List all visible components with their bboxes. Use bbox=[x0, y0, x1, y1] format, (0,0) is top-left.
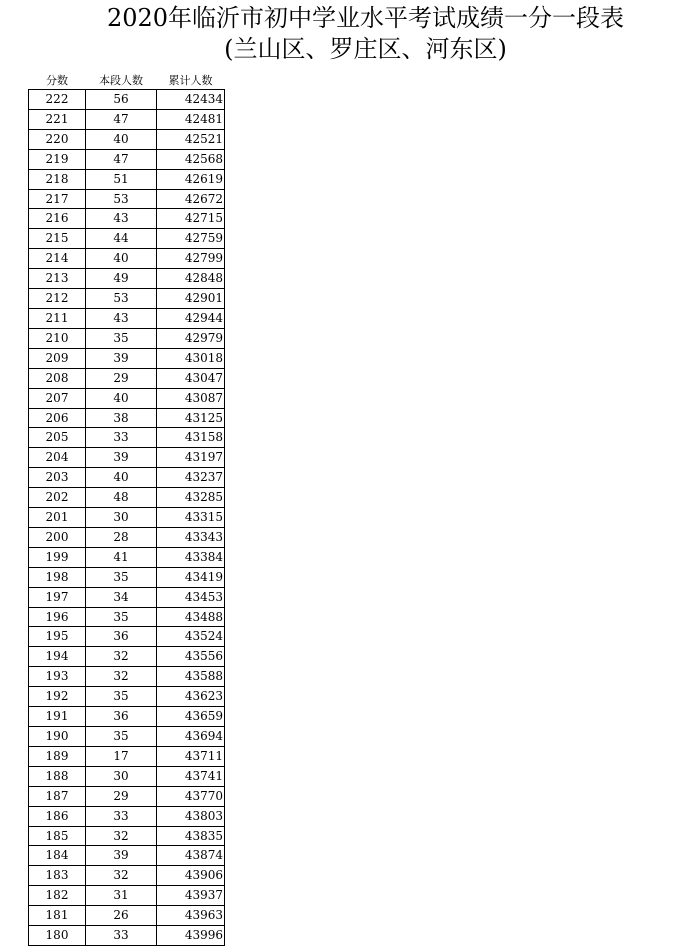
segment-count-cell: 30 bbox=[86, 766, 157, 786]
score-cell: 209 bbox=[29, 348, 86, 368]
cumulative-count-cell: 43453 bbox=[157, 587, 225, 607]
score-cell: 216 bbox=[29, 209, 86, 229]
segment-count-cell: 31 bbox=[86, 886, 157, 906]
cumulative-count-cell: 43197 bbox=[157, 448, 225, 468]
table-row bbox=[29, 886, 225, 906]
cumulative-count-cell: 42944 bbox=[157, 308, 225, 328]
table-row bbox=[29, 906, 225, 926]
segment-count-cell: 29 bbox=[86, 786, 157, 806]
score-cell: 219 bbox=[29, 149, 86, 169]
table-row bbox=[29, 308, 225, 328]
table-row bbox=[29, 348, 225, 368]
segment-count-cell: 39 bbox=[86, 846, 157, 866]
column-header-score: 分数 bbox=[46, 74, 68, 87]
table-row bbox=[29, 149, 225, 169]
table-row bbox=[29, 468, 225, 488]
score-cell: 206 bbox=[29, 408, 86, 428]
cumulative-count-cell: 42759 bbox=[157, 229, 225, 249]
segment-count-cell: 40 bbox=[86, 129, 157, 149]
segment-count-cell: 30 bbox=[86, 508, 157, 528]
segment-count-cell: 48 bbox=[86, 488, 157, 508]
segment-count-cell: 35 bbox=[86, 328, 157, 348]
score-cell: 222 bbox=[29, 90, 86, 110]
segment-count-cell: 40 bbox=[86, 468, 157, 488]
table-row bbox=[29, 786, 225, 806]
segment-count-cell: 47 bbox=[86, 149, 157, 169]
cumulative-count-cell: 43803 bbox=[157, 806, 225, 826]
score-cell: 193 bbox=[29, 667, 86, 687]
cumulative-count-cell: 43285 bbox=[157, 488, 225, 508]
segment-count-cell: 39 bbox=[86, 348, 157, 368]
score-cell: 187 bbox=[29, 786, 86, 806]
table-row bbox=[29, 866, 225, 886]
cumulative-count-cell: 43874 bbox=[157, 846, 225, 866]
table-row bbox=[29, 129, 225, 149]
cumulative-count-cell: 43384 bbox=[157, 547, 225, 567]
score-cell: 211 bbox=[29, 308, 86, 328]
table-row bbox=[29, 627, 225, 647]
segment-count-cell: 33 bbox=[86, 926, 157, 946]
segment-count-cell: 32 bbox=[86, 647, 157, 667]
table-row bbox=[29, 289, 225, 309]
cumulative-count-cell: 43694 bbox=[157, 727, 225, 747]
score-cell: 214 bbox=[29, 249, 86, 269]
cumulative-count-cell: 43996 bbox=[157, 926, 225, 946]
table-header-row bbox=[29, 73, 225, 90]
score-cell: 204 bbox=[29, 448, 86, 468]
segment-count-cell: 47 bbox=[86, 109, 157, 129]
column-header-cumulative-count: 累计人数 bbox=[168, 74, 213, 87]
segment-count-cell: 51 bbox=[86, 169, 157, 189]
table-row bbox=[29, 707, 225, 727]
score-cell: 213 bbox=[29, 269, 86, 289]
table-row bbox=[29, 746, 225, 766]
cumulative-count-cell: 43770 bbox=[157, 786, 225, 806]
score-cell: 198 bbox=[29, 567, 86, 587]
score-cell: 196 bbox=[29, 607, 86, 627]
cumulative-count-cell: 42672 bbox=[157, 189, 225, 209]
cumulative-count-cell: 43158 bbox=[157, 428, 225, 448]
cumulative-count-cell: 42901 bbox=[157, 289, 225, 309]
table-row bbox=[29, 229, 225, 249]
segment-count-cell: 28 bbox=[86, 527, 157, 547]
segment-count-cell: 49 bbox=[86, 269, 157, 289]
segment-count-cell: 35 bbox=[86, 727, 157, 747]
segment-count-cell: 29 bbox=[86, 368, 157, 388]
cumulative-count-cell: 43556 bbox=[157, 647, 225, 667]
segment-count-cell: 40 bbox=[86, 249, 157, 269]
score-cell: 191 bbox=[29, 707, 86, 727]
score-cell: 182 bbox=[29, 886, 86, 906]
table-row bbox=[29, 766, 225, 786]
segment-count-cell: 36 bbox=[86, 627, 157, 647]
segment-count-cell: 43 bbox=[86, 209, 157, 229]
table-row bbox=[29, 209, 225, 229]
score-cell: 190 bbox=[29, 727, 86, 747]
cumulative-count-cell: 43524 bbox=[157, 627, 225, 647]
score-cell: 200 bbox=[29, 527, 86, 547]
table-row bbox=[29, 527, 225, 547]
cumulative-count-cell: 42481 bbox=[157, 109, 225, 129]
cumulative-count-cell: 43343 bbox=[157, 527, 225, 547]
segment-count-cell: 41 bbox=[86, 547, 157, 567]
score-cell: 194 bbox=[29, 647, 86, 667]
score-cell: 181 bbox=[29, 906, 86, 926]
score-cell: 189 bbox=[29, 746, 86, 766]
cumulative-count-cell: 43419 bbox=[157, 567, 225, 587]
cumulative-count-cell: 43047 bbox=[157, 368, 225, 388]
segment-count-cell: 36 bbox=[86, 707, 157, 727]
segment-count-cell: 32 bbox=[86, 826, 157, 846]
score-cell: 203 bbox=[29, 468, 86, 488]
segment-count-cell: 56 bbox=[86, 90, 157, 110]
score-cell: 218 bbox=[29, 169, 86, 189]
cumulative-count-cell: 42799 bbox=[157, 249, 225, 269]
segment-count-cell: 39 bbox=[86, 448, 157, 468]
cumulative-count-cell: 43488 bbox=[157, 607, 225, 627]
cumulative-count-cell: 43659 bbox=[157, 707, 225, 727]
segment-count-cell: 26 bbox=[86, 906, 157, 926]
segment-count-cell: 17 bbox=[86, 746, 157, 766]
segment-count-cell: 43 bbox=[86, 308, 157, 328]
table-row bbox=[29, 488, 225, 508]
score-cell: 199 bbox=[29, 547, 86, 567]
table-row bbox=[29, 189, 225, 209]
cumulative-count-cell: 42715 bbox=[157, 209, 225, 229]
table-row bbox=[29, 926, 225, 946]
table-row bbox=[29, 587, 225, 607]
score-cell: 192 bbox=[29, 687, 86, 707]
table-row bbox=[29, 667, 225, 687]
cumulative-count-cell: 43315 bbox=[157, 508, 225, 528]
cumulative-count-cell: 43937 bbox=[157, 886, 225, 906]
score-table-container bbox=[28, 73, 225, 946]
segment-count-cell: 35 bbox=[86, 607, 157, 627]
table-row bbox=[29, 508, 225, 528]
cumulative-count-cell: 42848 bbox=[157, 269, 225, 289]
cumulative-count-cell: 43237 bbox=[157, 468, 225, 488]
column-header-segment-count: 本段人数 bbox=[99, 74, 143, 87]
cumulative-count-cell: 43963 bbox=[157, 906, 225, 926]
score-cell: 207 bbox=[29, 388, 86, 408]
table-row bbox=[29, 408, 225, 428]
table-body bbox=[29, 90, 225, 946]
table-row bbox=[29, 727, 225, 747]
segment-count-cell: 32 bbox=[86, 866, 157, 886]
page-subtitle: (兰山区、罗庄区、河东区) bbox=[224, 35, 507, 63]
cumulative-count-cell: 43087 bbox=[157, 388, 225, 408]
segment-count-cell: 35 bbox=[86, 687, 157, 707]
table-row bbox=[29, 567, 225, 587]
score-cell: 186 bbox=[29, 806, 86, 826]
table-row bbox=[29, 169, 225, 189]
cumulative-count-cell: 43711 bbox=[157, 746, 225, 766]
score-cell: 215 bbox=[29, 229, 86, 249]
score-cell: 185 bbox=[29, 826, 86, 846]
table-row bbox=[29, 687, 225, 707]
table-row bbox=[29, 249, 225, 269]
table-row bbox=[29, 328, 225, 348]
cumulative-count-cell: 43125 bbox=[157, 408, 225, 428]
table-row bbox=[29, 547, 225, 567]
table-row bbox=[29, 647, 225, 667]
cumulative-count-cell: 43018 bbox=[157, 348, 225, 368]
table-row bbox=[29, 448, 225, 468]
cumulative-count-cell: 42521 bbox=[157, 129, 225, 149]
segment-count-cell: 38 bbox=[86, 408, 157, 428]
segment-count-cell: 33 bbox=[86, 806, 157, 826]
segment-count-cell: 34 bbox=[86, 587, 157, 607]
segment-count-cell: 40 bbox=[86, 388, 157, 408]
table-row bbox=[29, 846, 225, 866]
score-cell: 220 bbox=[29, 129, 86, 149]
table-row bbox=[29, 428, 225, 448]
score-cell: 197 bbox=[29, 587, 86, 607]
score-cell: 221 bbox=[29, 109, 86, 129]
cumulative-count-cell: 43906 bbox=[157, 866, 225, 886]
cumulative-count-cell: 42619 bbox=[157, 169, 225, 189]
score-cell: 208 bbox=[29, 368, 86, 388]
score-cell: 183 bbox=[29, 866, 86, 886]
segment-count-cell: 44 bbox=[86, 229, 157, 249]
table-row bbox=[29, 826, 225, 846]
cumulative-count-cell: 43623 bbox=[157, 687, 225, 707]
score-cell: 180 bbox=[29, 926, 86, 946]
table-row bbox=[29, 368, 225, 388]
score-cell: 184 bbox=[29, 846, 86, 866]
cumulative-count-cell: 43835 bbox=[157, 826, 225, 846]
segment-count-cell: 53 bbox=[86, 289, 157, 309]
segment-count-cell: 53 bbox=[86, 189, 157, 209]
score-distribution-table bbox=[28, 73, 225, 946]
table-row bbox=[29, 607, 225, 627]
table-row bbox=[29, 806, 225, 826]
table-row bbox=[29, 90, 225, 110]
cumulative-count-cell: 42434 bbox=[157, 90, 225, 110]
segment-count-cell: 32 bbox=[86, 667, 157, 687]
page-title: 2020年临沂市初中学业水平考试成绩一分一段表 bbox=[106, 4, 625, 32]
score-cell: 202 bbox=[29, 488, 86, 508]
cumulative-count-cell: 43741 bbox=[157, 766, 225, 786]
segment-count-cell: 35 bbox=[86, 567, 157, 587]
table-row bbox=[29, 269, 225, 289]
score-cell: 210 bbox=[29, 328, 86, 348]
table-row bbox=[29, 109, 225, 129]
table-row bbox=[29, 388, 225, 408]
cumulative-count-cell: 43588 bbox=[157, 667, 225, 687]
score-cell: 212 bbox=[29, 289, 86, 309]
cumulative-count-cell: 42568 bbox=[157, 149, 225, 169]
score-cell: 217 bbox=[29, 189, 86, 209]
segment-count-cell: 33 bbox=[86, 428, 157, 448]
score-cell: 188 bbox=[29, 766, 86, 786]
cumulative-count-cell: 42979 bbox=[157, 328, 225, 348]
score-cell: 205 bbox=[29, 428, 86, 448]
score-cell: 201 bbox=[29, 508, 86, 528]
score-cell: 195 bbox=[29, 627, 86, 647]
